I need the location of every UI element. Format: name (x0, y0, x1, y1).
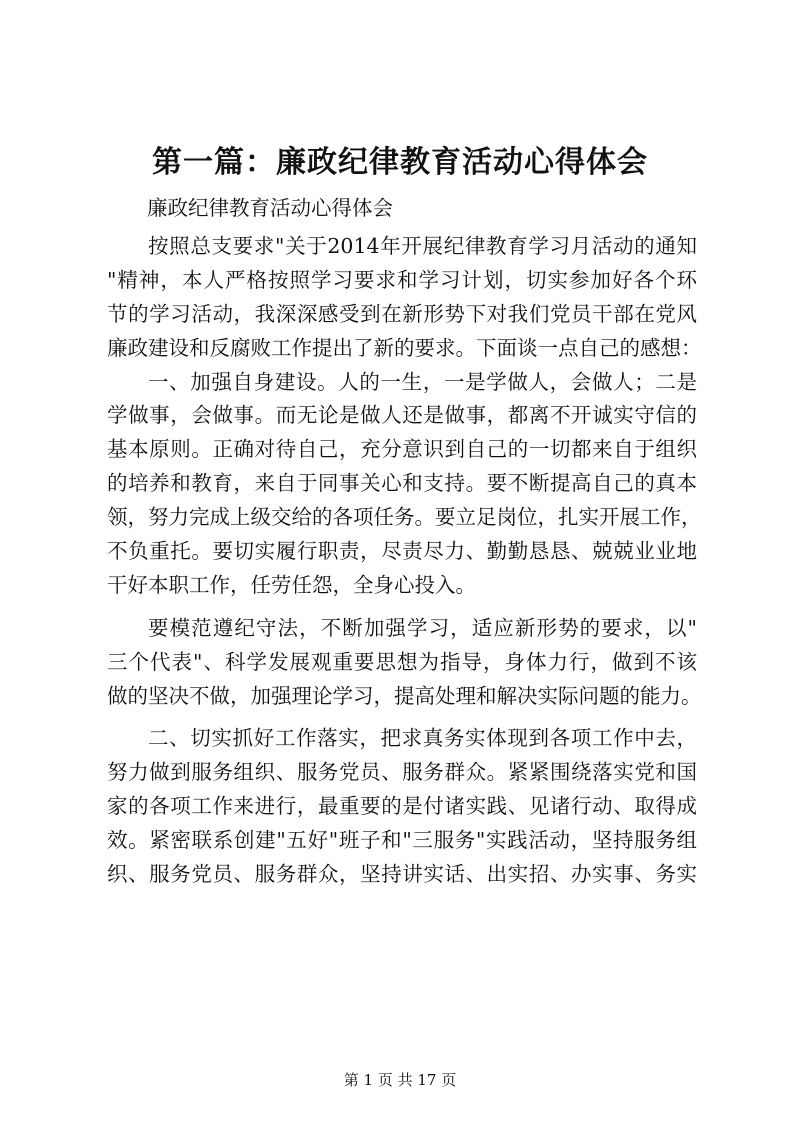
paragraph-3-line-1: 要模范遵纪守法，不断加强学习，适应新形势的要求，以" (148, 615, 697, 640)
paragraph-4-line-4: 效。紧密联系创建"五好"班子和"三服务"实践活动，坚持服务组 (107, 828, 697, 853)
paragraph-spacer (107, 713, 697, 722)
paragraph-4-line-3: 家的各项工作来进行，最重要的是付诸实践、见诸行动、取得成 (107, 794, 697, 819)
paragraph-4-line-5: 织、服务党员、服务群众，坚持讲实话、出实招、办实事、务实 (107, 862, 697, 887)
paragraph-4-line-1: 二、切实抓好工作落实，把求真务实体现到各项工作中去， (148, 726, 697, 751)
paragraph-spacer (107, 603, 697, 612)
paragraph-4-line-2: 努力做到服务组织、服务党员、服务群众。紧紧围绕落实党和国 (107, 760, 697, 785)
paragraph-1-line-2: "精神，本人严格按照学习要求和学习计划，切实参加好各个环 (107, 267, 697, 292)
paragraph-1-line-4: 廉政建设和反腐败工作提出了新的要求。下面谈一点自己的感想： (107, 335, 702, 360)
paragraph-1-line-1: 按照总支要求"关于2014年开展纪律教育学习月活动的通知 (148, 234, 697, 258)
document-body (107, 230, 702, 892)
page-number-footer: 第 1 页 共 17 页 (343, 1071, 457, 1089)
paragraph-2-line-5: 领，努力完成上级交给的各项任务。要立足岗位，扎实开展工作， (107, 505, 702, 530)
paragraph-2-line-3: 基本原则。正确对待自己，充分意识到自己的一切都来自于组织 (107, 437, 697, 462)
paragraph-3-line-3: 做的坚决不做，加强理论学习，提高处理和解决实际问题的能力。 (107, 683, 702, 708)
document-subtitle: 廉政纪律教育活动心得体会 (147, 196, 393, 220)
paragraph-2-line-7: 干好本职工作，任劳任怨，全身心投入。 (107, 572, 476, 597)
paragraph-3-line-2: 三个代表"、科学发展观重要思想为指导，身体力行，做到不该 (107, 649, 697, 674)
paragraph-2-line-1: 一、加强自身建设。人的一生，一是学做人，会做人；二是 (148, 369, 697, 394)
document-title: 第一篇：廉政纪律教育活动心得体会 (152, 145, 648, 180)
paragraph-2-line-2: 学做事，会做事。而无论是做人还是做事，都离不开诚实守信的 (107, 403, 697, 428)
paragraph-1-line-3: 节的学习活动，我深深感受到在新形势下对我们党员干部在党风 (107, 301, 697, 326)
paragraph-2-line-6: 不负重托。要切实履行职责，尽责尽力、勤勤恳恳、兢兢业业地 (107, 539, 697, 564)
paragraph-2-line-4: 的培养和教育，来自于同事关心和支持。要不断提高自己的真本 (107, 471, 697, 496)
